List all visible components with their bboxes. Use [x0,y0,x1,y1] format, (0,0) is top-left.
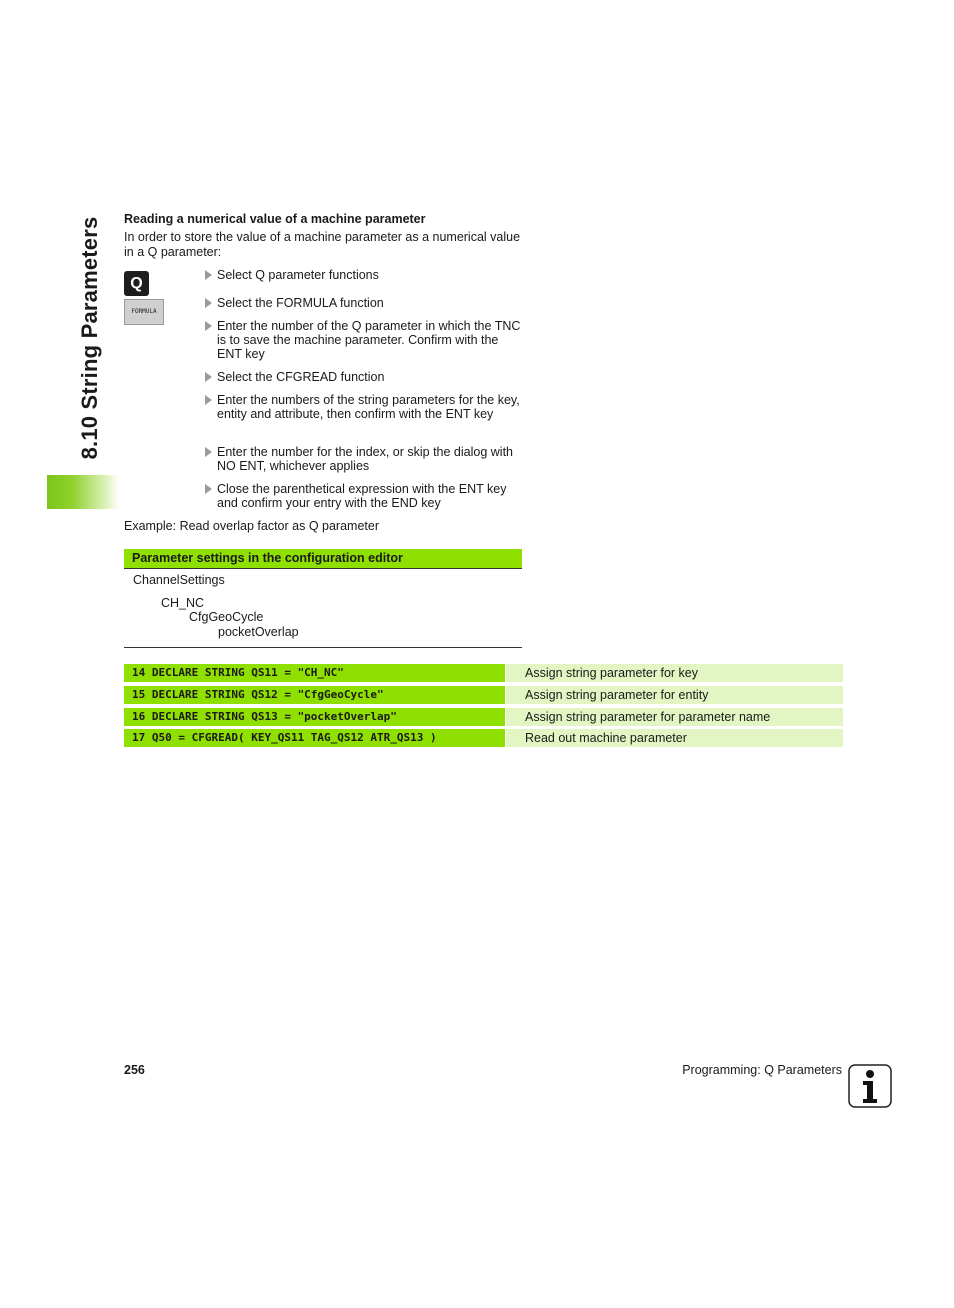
section-side-title-text: 8.10 String Parameters [77,216,102,460]
config-line: CfgGeoCycle [189,610,264,624]
formula-key-icon [124,299,164,325]
step-text: Select Q parameter functions [217,268,379,282]
info-icon [848,1064,892,1108]
config-line: pocketOverlap [218,625,299,639]
program-code: 16 DECLARE STRING QS13 = "pocketOverlap" [124,708,505,726]
triangle-right-icon [205,298,212,308]
triangle-right-icon [205,321,212,331]
config-settings-header: Parameter settings in the configuration editor [124,549,522,569]
program-row [124,686,843,704]
step-text: Select the FORMULA function [217,296,384,310]
config-settings-body [124,569,522,648]
program-code: 17 Q50 = CFGREAD( KEY_QS11 TAG_QS12 ATR_QS13 ) [124,729,505,747]
program-code: 14 DECLARE STRING QS11 = "CH_NC" [124,664,505,682]
step-text: Enter the numbers of the string parameters for the key, entity and attribute, then confirm with the ENT key [217,393,520,421]
q-key-icon [124,271,149,296]
q-key-label: Q [130,275,143,292]
step-item [205,445,523,473]
program-description: Assign string parameter for key [506,664,843,682]
triangle-right-icon [205,484,212,494]
page-number: 256 [124,1063,145,1077]
program-code: 15 DECLARE STRING QS12 = "CfgGeoCycle" [124,686,505,704]
footer-chapter-title: Programming: Q Parameters [682,1063,842,1077]
config-settings-table [124,549,522,648]
program-row [124,708,843,726]
program-row [124,664,843,682]
step-item [205,296,523,310]
step-item [205,482,523,510]
config-line: ChannelSettings [133,573,225,587]
triangle-right-icon [205,447,212,457]
step-text: Close the parenthetical expression with the ENT key and confirm your entry with the END key [217,482,507,510]
program-description: Assign string parameter for entity [506,686,843,704]
step-item [205,319,523,361]
config-line: CH_NC [161,596,205,610]
section-side-title [77,213,103,463]
program-row [124,729,843,747]
triangle-right-icon [205,372,212,382]
section-intro: In order to store the value of a machine parameter as a numerical value in a Q parameter: [124,230,521,259]
formula-key-label: FORMULA [131,308,157,315]
step-item [205,268,523,282]
triangle-right-icon [205,270,212,280]
section-heading: Reading a numerical value of a machine parameter [124,212,426,226]
step-text: Enter the number of the Q parameter in which the TNC is to save the machine parameter. Confirm with the ENT key [217,319,521,361]
step-item [205,393,523,421]
step-text: Select the CFGREAD function [217,370,385,384]
program-description: Assign string parameter for parameter name [506,708,843,726]
step-text: Enter the number for the index, or skip the dialog with NO ENT, whichever applies [217,445,513,473]
program-description: Read out machine parameter [506,729,843,747]
step-item [205,370,523,384]
example-label: Example: Read overlap factor as Q parameter [124,519,379,533]
triangle-right-icon [205,395,212,405]
chapter-tab-marker [47,475,119,509]
